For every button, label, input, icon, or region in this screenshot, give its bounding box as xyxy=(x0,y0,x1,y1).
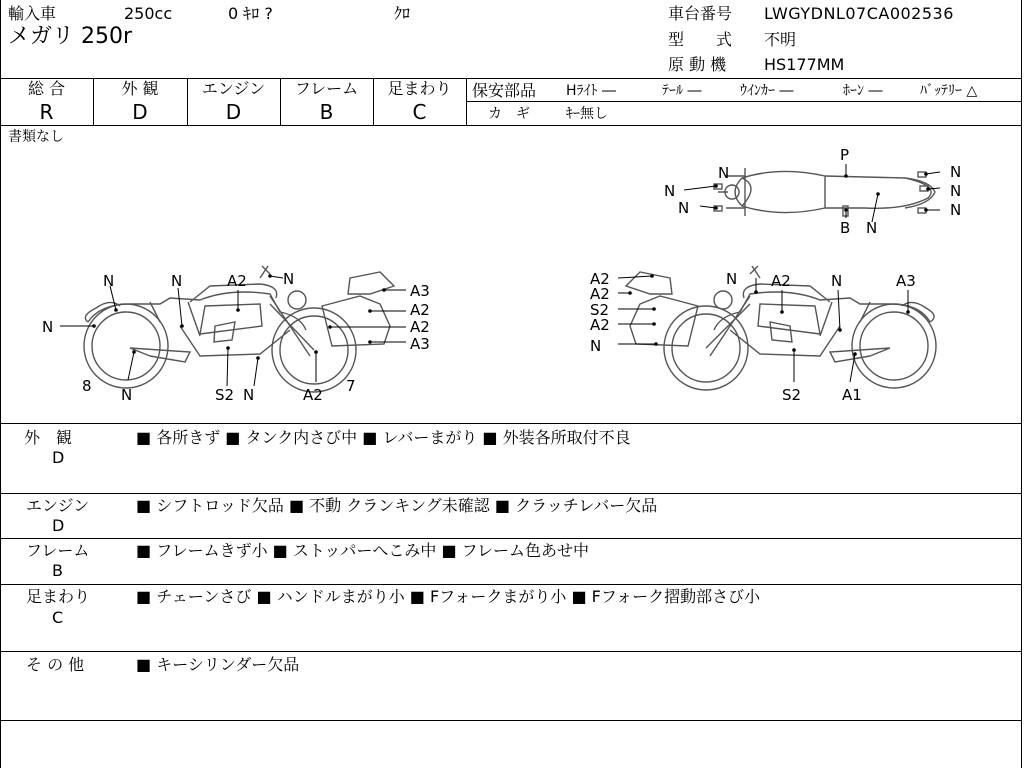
documents-note: 書類なし xyxy=(8,129,64,145)
diagram-label: S2 xyxy=(782,386,802,404)
diagram-label: N xyxy=(950,201,962,219)
type-value: 不明 xyxy=(764,30,797,49)
safety-divider xyxy=(466,101,1022,102)
horn-status: ﾎｰﾝ ― xyxy=(843,83,883,99)
import-label: 輸入車 xyxy=(8,4,57,23)
diagram-label: A3 xyxy=(410,335,430,353)
diagram-label: B xyxy=(840,219,851,237)
diagram-label: N xyxy=(283,270,295,288)
diagram-label: N xyxy=(42,318,54,336)
remark-label: そ の 他 xyxy=(26,655,85,674)
diagram-label: A2 xyxy=(590,285,610,303)
diagram-label: S2 xyxy=(215,386,235,404)
diagram-label: 7 xyxy=(346,377,356,395)
taillight-status: ﾃｰﾙ ― xyxy=(662,83,702,99)
diagram-label: A2 xyxy=(227,272,247,290)
remark-label: エンジン xyxy=(26,496,90,515)
remark-grade: D xyxy=(52,448,65,467)
diagram-label: A2 xyxy=(590,270,610,288)
suspension-grade: C xyxy=(412,100,427,124)
chassis-number: LWGYDNL07CA002536 xyxy=(764,4,954,23)
engine-label: 原 動 機 xyxy=(668,55,727,74)
safety-label: 保安部品 xyxy=(472,81,537,100)
remark-text: ■ フレームきず小 ■ ストッパーへこみ中 ■ フレーム色あせ中 xyxy=(136,541,590,560)
remark-text: ■ キーシリンダー欠品 xyxy=(136,655,300,674)
diagram-label: N xyxy=(866,219,878,237)
diagram-label: N xyxy=(950,163,962,181)
exterior-label: 外 観 xyxy=(121,79,159,98)
diagram-label: A2 xyxy=(590,316,610,334)
remark-text: ■ チェーンさび ■ ハンドルまがり小 ■ Fフォークまがり小 ■ Fフォーク摺動部さび小 xyxy=(136,587,761,606)
remark-label: 外 観 xyxy=(24,428,73,447)
diagram-label: N xyxy=(590,337,602,355)
remark-grade: D xyxy=(52,516,65,535)
remark-label: フレーム xyxy=(26,541,90,560)
diagram-label: A2 xyxy=(303,386,323,404)
remark-label: 足まわり xyxy=(26,587,91,606)
displacement: 250cc xyxy=(124,4,173,23)
type-label: 型 式 xyxy=(668,30,733,49)
diagram-label: N xyxy=(678,199,690,217)
chassis-label: 車台番号 xyxy=(668,4,733,23)
diagram-label: A1 xyxy=(842,386,862,404)
diagram-label: A3 xyxy=(896,272,916,290)
exterior-grade: D xyxy=(132,100,148,124)
remark-grade: C xyxy=(52,608,64,627)
engine-grade-label: エンジン xyxy=(201,79,266,98)
model-name: メガリ 250r xyxy=(8,24,133,49)
diagram-label: P xyxy=(840,146,850,164)
headlight-status: Hﾗｲﾄ ― xyxy=(566,83,616,99)
overall-grade: R xyxy=(39,100,54,124)
diagram-label: 8 xyxy=(82,377,92,395)
remark-grade: B xyxy=(52,561,63,580)
frame-label: フレーム xyxy=(294,79,359,98)
remark-text: ■ 各所きず ■ タンク内さび中 ■ レバーまがり ■ 外装各所取付不良 xyxy=(136,428,631,447)
diagram-label: A2 xyxy=(410,318,430,336)
frame-grade: B xyxy=(319,100,334,124)
diagram-label: S2 xyxy=(590,301,610,319)
diagram-label: N xyxy=(726,270,738,288)
diagram-label: N xyxy=(831,272,843,290)
winker-status: ｳｲﾝｶｰ ― xyxy=(740,83,794,99)
diagram-label: N xyxy=(243,386,255,404)
remark-text: ■ シフトロッド欠品 ■ 不動 クランキング未確認 ■ クラッチレバー欠品 xyxy=(136,496,658,515)
diagram-label: A2 xyxy=(771,272,791,290)
diagram-label: N xyxy=(121,386,133,404)
engine-grade: D xyxy=(225,100,242,124)
motorcycle-diagrams xyxy=(0,126,1022,424)
diagram-label: N xyxy=(664,182,676,200)
diagram-label: N xyxy=(171,272,183,290)
diagram-label: A3 xyxy=(410,282,430,300)
key-status: ｷｰ無し xyxy=(566,106,608,122)
color: ｸﾛ xyxy=(394,4,411,23)
engine-value: HS177MM xyxy=(764,55,845,74)
diagram-label: N xyxy=(950,182,962,200)
key-label: カ ギ xyxy=(488,106,530,122)
suspension-label: 足まわり xyxy=(387,79,452,98)
overall-label: 総 合 xyxy=(27,79,66,98)
mileage: 0 ｷﾛ ? xyxy=(228,4,273,23)
diagram-label: A2 xyxy=(410,301,430,319)
battery-status: ﾊﾞｯﾃﾘｰ △ xyxy=(920,83,978,99)
diagram-label: N xyxy=(103,272,115,290)
diagram-label: N xyxy=(718,164,730,182)
top-view-bike xyxy=(714,168,935,216)
